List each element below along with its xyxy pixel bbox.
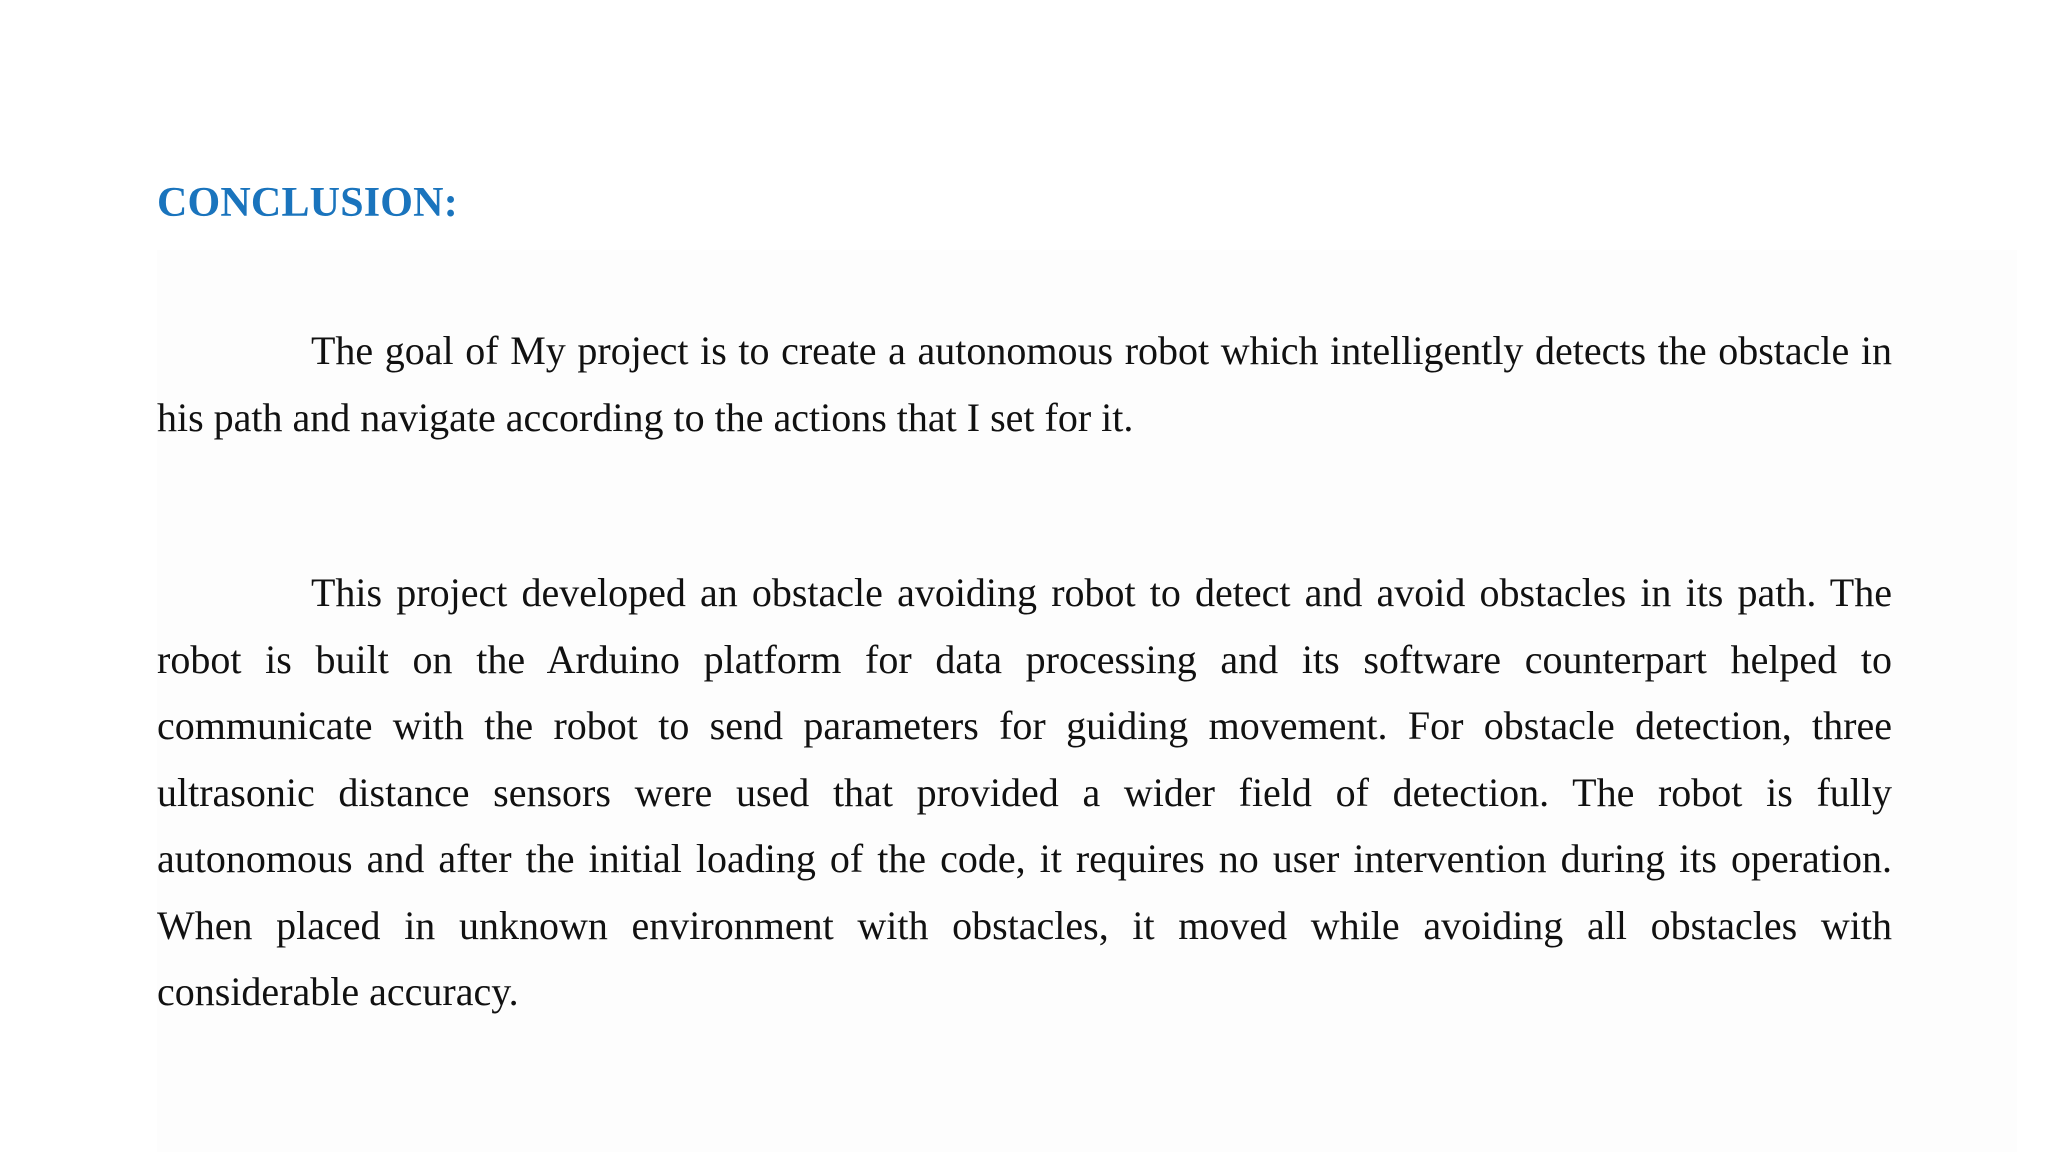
paragraph-goal: The goal of My project is to create a autonomous robot which intelligently detects the obstacle in his path and navigate according to the actions that I set for it. [157,328,1892,440]
paragraph-summary: This project developed an obstacle avoiding robot to detect and avoid obstacles in its path. The robot is built on the Arduino platform for data processing and its software counterpart helped to communicate with the robot to send parameters for guiding movement. For obstacle detection, three ultrasonic distance sensors were used that provided a wider field of detection. The robot is fully autonomous and after the initial loading of the code, it requires no user intervention during its operation. When placed in unknown environment with obstacles, it moved while avoiding all obstacles with considerable accuracy. [157,570,1892,1014]
section-heading: CONCLUSION: [157,180,458,226]
